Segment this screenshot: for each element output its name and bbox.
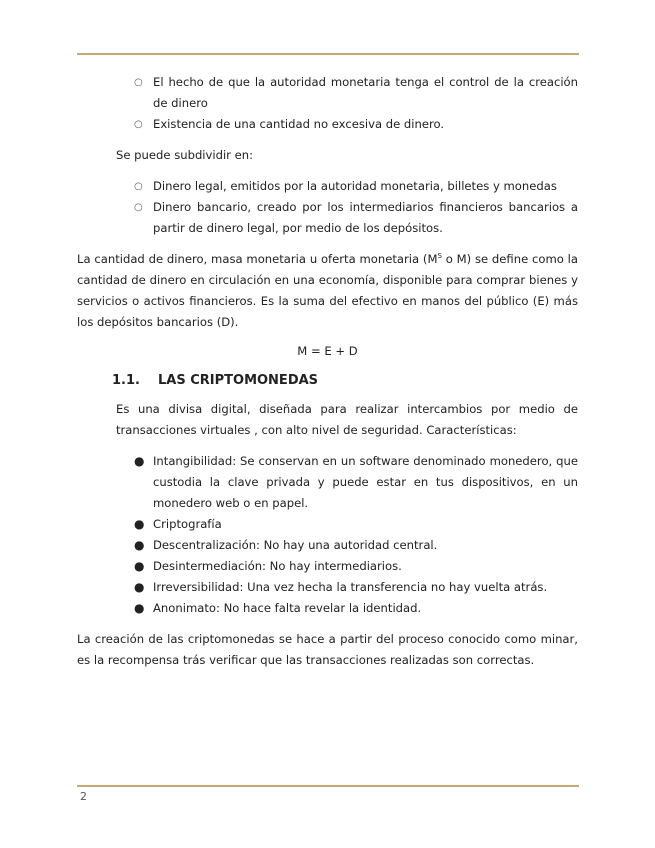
subdivide-text: Se puede subdividir en: bbox=[116, 148, 254, 162]
list-item: ● Criptografía bbox=[77, 514, 578, 535]
dot-bullet-icon: ● bbox=[134, 601, 145, 615]
conditions-list bbox=[77, 72, 578, 135]
dot-bullet-icon: ● bbox=[134, 454, 145, 468]
section-heading bbox=[77, 369, 578, 393]
money-supply-paragraph: La cantidad de dinero, masa monetaria u oferta monetaria ($M^S$ o M) se define como la cantidad de dinero en circulación en una economía, disponible para comprar bienes y servicios o activos financieros. Es la suma del efectivo en manos del público (E) más los depósitos bancarios (D). bbox=[77, 252, 578, 329]
circle-bullet-icon: ○ bbox=[134, 181, 143, 192]
list-item: ● Irreversibilidad: Una vez hecha la transferencia no hay vuelta atrás. bbox=[77, 577, 578, 598]
circle-bullet-icon: ○ bbox=[134, 119, 143, 130]
footer-rule bbox=[77, 785, 579, 787]
circle-bullet-icon: ○ bbox=[134, 202, 143, 213]
section-title: LAS CRIPTOMONEDAS bbox=[158, 373, 319, 388]
circle-bullet-icon: ○ bbox=[134, 77, 143, 88]
list-item: ○ El hecho de que la autoridad monetaria tenga el control de la creación de dinero bbox=[77, 72, 578, 114]
dot-bullet-icon: ● bbox=[134, 538, 145, 552]
crypto-intro: Es una divisa digital, diseñada para realizar intercambios por medio de transacciones virtuales , con alto nivel de seguridad. Características: bbox=[116, 402, 578, 437]
dot-bullet-icon: ● bbox=[134, 517, 145, 531]
formula: M = E + D bbox=[297, 344, 358, 358]
list-item: ● Intangibilidad: Se conservan en un software denominado monedero, que custodia la clave privada y puede estar en tus dispositivos, en un monedero web o en papel. bbox=[77, 451, 578, 514]
closing-paragraph: La creación de las criptomonedas se hace a partir del proceso conocido como minar, es la recompensa trás verificar que las transacciones realizadas son correctas. bbox=[77, 632, 578, 667]
dot-bullet-icon: ● bbox=[134, 559, 145, 573]
header-rule bbox=[77, 53, 579, 55]
page-number: 2 bbox=[80, 790, 87, 803]
list-item: ○ Existencia de una cantidad no excesiva de dinero. bbox=[77, 114, 578, 135]
crypto-features-list bbox=[77, 451, 578, 619]
list-item: ● Descentralización: No hay una autoridad central. bbox=[77, 535, 578, 556]
page-content bbox=[77, 72, 578, 671]
list-item: ○ Dinero bancario, creado por los intermediarios financieros bancarios a partir de dinero legal, por medio de los depósitos. bbox=[77, 197, 578, 239]
list-item: ● Desintermediación: No hay intermediarios. bbox=[77, 556, 578, 577]
section-number: 1.1. bbox=[112, 373, 140, 388]
money-types-list bbox=[77, 176, 578, 239]
list-item: ○ Dinero legal, emitidos por la autoridad monetaria, billetes y monedas bbox=[77, 176, 578, 197]
dot-bullet-icon: ● bbox=[134, 580, 145, 594]
list-item: ● Anonimato: No hace falta revelar la identidad. bbox=[77, 598, 578, 619]
